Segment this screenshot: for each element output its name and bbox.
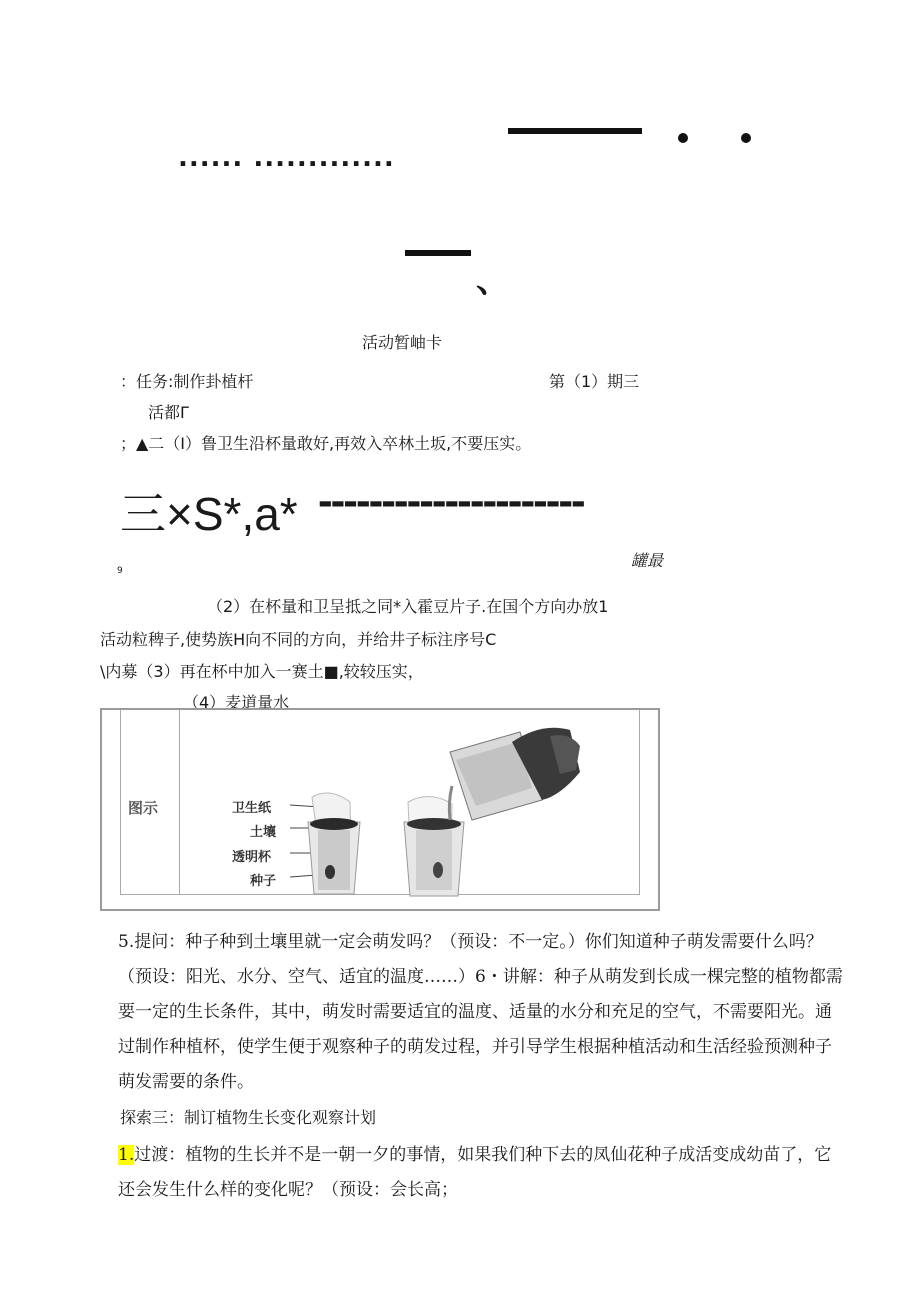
card-task: ：任务:制作卦植杆 bbox=[120, 372, 254, 391]
card-title: 活动暂岫卡 bbox=[362, 333, 443, 352]
card-period: 第（1）期三 bbox=[549, 372, 640, 391]
highlighted-number: 1. bbox=[118, 1145, 135, 1165]
header-long-dash bbox=[508, 128, 642, 134]
cup-label: 土壤 bbox=[250, 825, 277, 840]
card-small-mark: 9 bbox=[117, 566, 123, 576]
illustration-label: 图示 bbox=[128, 799, 159, 817]
section-heading-explore-3: 探索三：制订植物生长变化观察计划 bbox=[120, 1108, 377, 1127]
card-step-3: \内募（3）再在杯中加入一赛土■,较较压实， bbox=[100, 662, 424, 681]
section-numeral-comma: 、 bbox=[476, 261, 510, 301]
paragraph-transition-text: 过渡：植物的生长并不是一朝一夕的事情，如果我们种下去的凤仙花种子成活变成幼苗了，它还会发生什么样的变化呢？（预设：会长高； bbox=[118, 1145, 832, 1200]
card-big-heading: 三×S*,a* bbox=[120, 488, 298, 540]
card-step-4: （4）麦道量水 bbox=[183, 693, 290, 712]
cup-label: 种子 bbox=[250, 874, 277, 889]
cup-label: 卫生纸 bbox=[232, 801, 272, 816]
section-numeral bbox=[405, 250, 471, 256]
card-step-2-cont: 活动粒稗子,使势族H向不同的方向，并给井子标注序号C bbox=[100, 630, 497, 649]
card-steps-label: 活都Γ bbox=[148, 403, 189, 422]
paragraph-transition bbox=[118, 1138, 848, 1208]
paragraph-question-explanation: 5.提问：种子种到土壤里就一定会萌发吗？（预设：不一定。）你们知道种子萌发需要什么吗？（预设：阳光、水分、空气、适宜的温度……）6・讲解：种子从萌发到长成一棵完整的植物都需要一定的生长条件，其中，萌发时需要适宜的温度、适量的水分和充足的空气，不需要阳光。通过制作种植杯，使学生便于观察种子的萌发过程，并引导学生根据种植活动和生活经验预测种子萌发需要的条件。 bbox=[118, 932, 843, 1092]
card-step-2: （2）在杯量和卫呈抵之同*入霍豆片子.在国个方向办放1 bbox=[207, 597, 609, 616]
card-right-note: 罐最 bbox=[631, 551, 664, 570]
header-dot bbox=[678, 133, 688, 143]
planting-cups-illustration bbox=[280, 712, 640, 900]
cup-label: 透明杯 bbox=[232, 850, 272, 865]
card-big-dash: --------------------- bbox=[318, 476, 584, 525]
header-dots: ...... ............. bbox=[178, 143, 395, 173]
card-step-1: ；▲二（I）鲁卫生沿杯量敢好,再效入卒林土坂,不要压实。 bbox=[120, 434, 532, 453]
header-dot bbox=[741, 133, 751, 143]
